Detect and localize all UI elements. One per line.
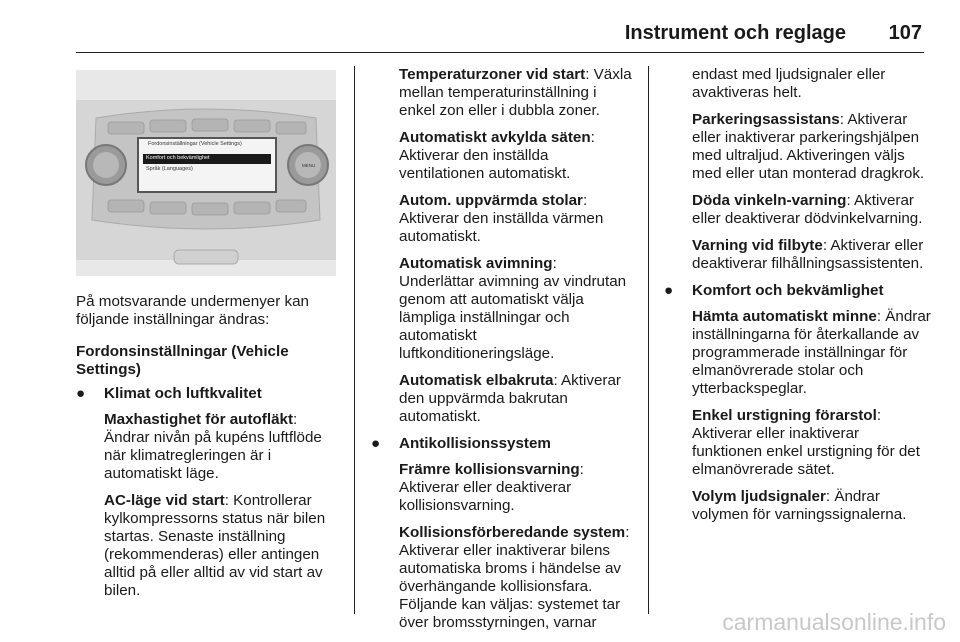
setting-item [692, 308, 932, 398]
setting-term: Maxhastighet för autofläkt [104, 411, 294, 428]
setting-description: : Underlättar avimning av vindrutan genom att automatiskt välja lämpliga inställningar och automatiskt luftkonditioneringsläge. [399, 255, 627, 362]
section-heading: Fordonsinställningar (Vehicle Settings) [76, 343, 289, 378]
display-menu-item-selected: Komfort och bekvämlighet [146, 155, 210, 161]
setting-description: : Aktiverar eller deaktiverar kollisionsvarning. [399, 461, 584, 514]
setting-term: Enkel urstigning förarstol [692, 407, 877, 424]
column-3 [664, 66, 932, 533]
setting-term: Automatiskt avkylda säten [399, 129, 591, 146]
bullet-label: Komfort och bekvämlighet [692, 282, 884, 299]
setting-term: Automatisk avimning [399, 255, 553, 272]
setting-item [692, 111, 932, 183]
setting-description: : Aktiverar den inställda ventilationen automatiskt. [399, 129, 595, 182]
display-menu-title: Fordonsinställningar (Vehicle Settings) [148, 141, 242, 147]
bullet-comfort [664, 282, 904, 300]
setting-term: Döda vinkeln-varning [692, 192, 847, 209]
setting-item [399, 524, 635, 632]
setting-term: Volym ljudsignaler [692, 488, 826, 505]
bullet-label: Klimat och luftkvalitet [104, 385, 262, 402]
header-title: Instrument och reglage [624, 22, 846, 44]
setting-term: AC-läge vid start [104, 492, 225, 509]
setting-term: Parkeringsassistans [692, 111, 840, 128]
column-2 [371, 66, 635, 641]
setting-item [692, 407, 932, 479]
setting-item [399, 129, 635, 183]
setting-item [692, 237, 932, 273]
setting-term: Främre kollisionsvarning [399, 461, 580, 478]
intro-text: På motsvarande undermenyer kan följande inställningar ändras: [76, 293, 310, 328]
setting-term: Varning vid filbyte [692, 237, 823, 254]
setting-term: Kollisionsförberedande system [399, 524, 626, 541]
setting-term: Autom. uppvärmda stolar [399, 192, 583, 209]
setting-description: : Aktiverar den inställda värmen automatiskt. [399, 192, 604, 245]
bullet-climate [76, 385, 342, 403]
setting-item [76, 411, 342, 483]
column-divider-2 [648, 66, 649, 614]
setting-item [399, 461, 635, 515]
setting-item [399, 66, 635, 120]
infotainment-illustration [76, 70, 336, 276]
bullet-dot: ● [664, 282, 674, 299]
page-header [0, 0, 960, 56]
setting-item [692, 488, 932, 524]
setting-description: : Växla mellan temperaturinställning i enkel zon eller i dubbla zoner. [399, 66, 632, 119]
bullet-dot: ● [76, 385, 86, 402]
setting-description: : Ändrar inställningarna för återkallande av programmerade inställningar för elmanövrerade stolar och ytterbackspeglar. [692, 308, 931, 397]
header-divider [76, 52, 924, 53]
setting-description: : Ändrar nivån på kupéns luftflöde när klimatregleringen är i automatiskt läge. [104, 411, 322, 482]
watermark: carmanualsonline.info [722, 609, 946, 635]
setting-item [399, 255, 635, 363]
setting-item [76, 492, 342, 600]
setting-description: : Aktiverar den uppvärmda bakrutan automatiskt. [399, 372, 621, 425]
infotainment-photo [76, 70, 336, 276]
page-number: 107 [888, 22, 922, 44]
setting-description: : Aktiverar eller inaktiverar parkeringshjälpen med ultraljud. Aktiveringen väljs med eller utan monterad dragkrok. [692, 111, 925, 182]
setting-item [692, 192, 932, 228]
setting-description: : Aktiverar eller inaktiverar funktionen enkel urstigning för det elmanövrerade sätet. [692, 407, 920, 478]
bullet-label: Antikollisionssystem [399, 435, 551, 452]
setting-description: : Aktiverar eller deaktiverar filhållningsassistenten. [692, 237, 924, 272]
setting-description: : Aktiverar eller inaktiverar bilens automatiska broms i händelse av överhängande kollisionsfara. Följande kan väljas: systemet tar över bromsstyrningen, varnar [399, 524, 630, 631]
setting-term: Automatisk elbakruta [399, 372, 554, 389]
bullet-anticollision [371, 435, 607, 453]
bullet-dot: ● [371, 435, 381, 452]
column-divider-1 [354, 66, 355, 614]
setting-term: Temperaturzoner vid start [399, 66, 586, 83]
setting-description: : Ändrar volymen för varningssignalerna. [692, 488, 907, 523]
setting-description: : Kontrollerar kylkompressorns status när bilen startas. Senaste inställning (rekommenderas) eller antingen alltid på eller alltid av vid start av bilen. [104, 492, 326, 599]
column-1 [76, 293, 342, 609]
setting-term: Hämta automatiskt minne [692, 308, 877, 325]
menu-button-label: MENU [302, 163, 316, 168]
setting-description: : Aktiverar eller deaktiverar dödvinkelvarning. [692, 192, 923, 227]
display-menu-item: Språk (Languages) [146, 166, 193, 172]
setting-item [399, 372, 635, 426]
setting-item [399, 192, 635, 246]
continued-text: endast med ljudsignaler eller avaktiveras helt. [692, 66, 886, 101]
